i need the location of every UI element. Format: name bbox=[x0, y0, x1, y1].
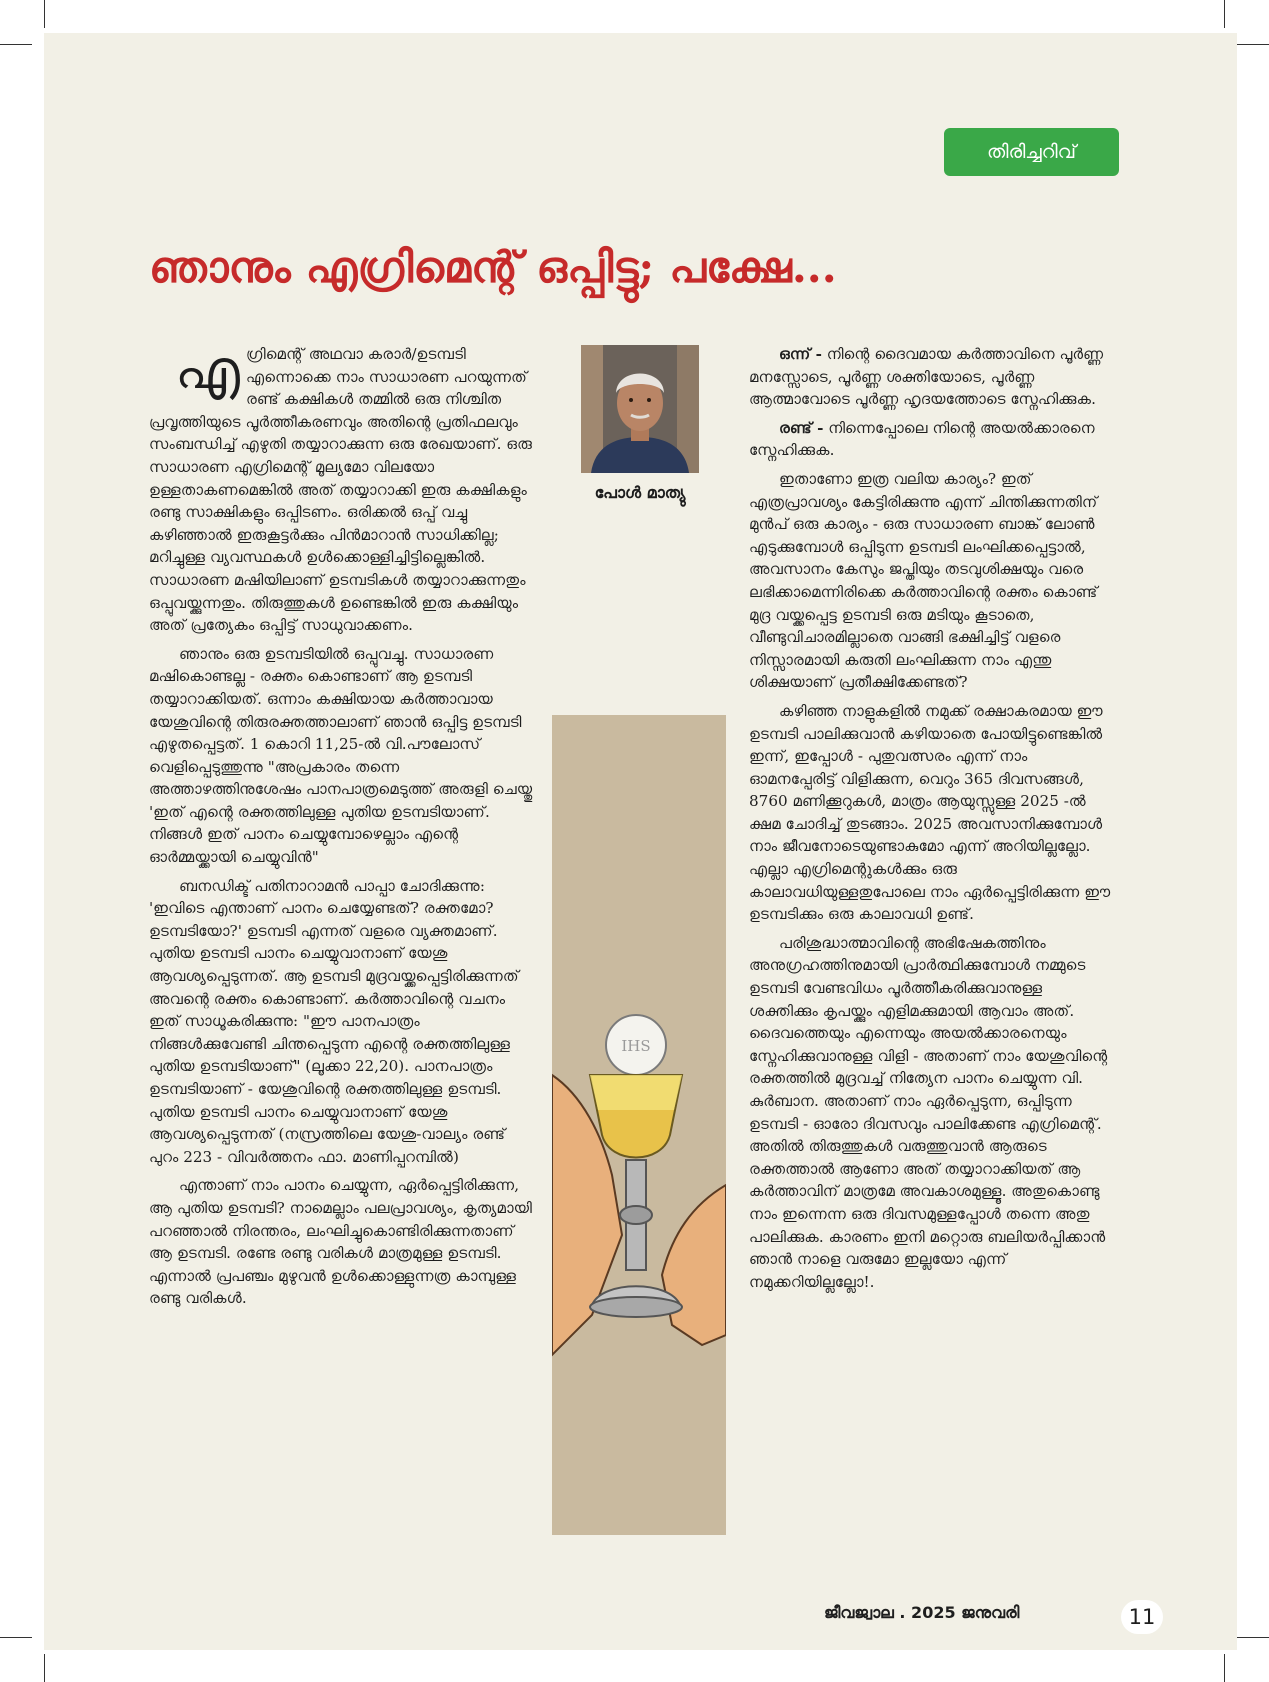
crop-mark bbox=[44, 0, 45, 28]
crop-mark bbox=[1224, 1654, 1225, 1682]
crop-mark bbox=[1224, 0, 1225, 28]
paragraph: ബനഡിക്ട് പതിനാറാമന്‍ പാപ്പാ ചോദിക്കുന്നു: 'ഇവിടെ എന്താണ് പാനം ചെയ്യേണ്ടത്? രക്തമോ? ഉടമ്പടിയോ?' ഉടമ്പടി എന്നത് വളരെ വ്യക്തമാണ്. പുതിയ ഉടമ്പടി പാനം ചെയ്യുവാനാണ് യേശു ആവശ്യപ്പെടുന്നത്. ആ ഉടമ്പടി മുദ്രവയ്ക്കപ്പെട്ടിരിക്കുന്നത് അവന്റെ രക്തം കൊണ്ടാണ്. കര്‍ത്താവിന്റെ വചനം ഇത് സാധൂകരിക്കുന്നു: "ഈ പാനപാത്രം നിങ്ങള്‍ക്കുവേണ്ടി ചിന്തപ്പെടുന്ന എന്റെ രക്തത്തിലുള്ള പുതിയ ഉടമ്പടിയാണ്" (ലൂക്കാ 22,20). പാനപാത്രം ഉടമ്പടിയാണ് - യേശുവിന്റെ രക്തത്തിലുള്ള ഉടമ്പടി. പുതിയ ഉടമ്പടി പാനം ചെയ്യുവാനാണ് യേശു ആവശ്യപ്പെടുന്നത് (നസ്രത്തിലെ യേശു-വാല്യം രണ്ട് പുറം 223 - വിവര്‍ത്തനം ഫാ. മാണിപ്പറമ്പില്‍) bbox=[149, 876, 519, 1166]
paragraph: പരിശുദ്ധാത്മാവിന്റെ അഭിഷേകത്തിനും അനുഗ്രഹത്തിനുമായി പ്രാര്‍ത്ഥിക്കുമ്പോള്‍ നമ്മുടെ ഉടമ്പടി വേണ്ടവിധം പൂര്‍ത്തീകരിക്കുവാനുള്ള ശക്തിക്കും കൃപയ്ക്കും എളിമക്കുമായി ആവാം അത്. ദൈവത്തെയും എന്നെയും അയല്‍ക്കാരനെയും സ്നേഹിക്കുവാനുള്ള വിളി - അതാണ് നാം യേശുവിന്റെ രക്തത്തില്‍ മുദ്രവച്ച് നിത്യേന പാനം ചെയ്യുന്ന വി. കുര്‍ബാന. അതാണ് നാം ഏര്‍പ്പെടുന്ന, ഒപ്പിടുന്ന ഉടമ്പടി - ഓരോ ദിവസവും പാലിക്കേണ്ട എഗ്രിമെന്റ്. അതില്‍ തിരുത്തുകള്‍ വരുത്തുവാന്‍ ആരുടെ രക്തത്താല്‍ ആണോ അത് തയ്യാറാക്കിയത് ആ കര്‍ത്താവിന് മാത്രമേ അവകാശമുള്ളൂ. അതുകൊണ്ടു നാം ഇന്നെന്ന ഒരു ദിവസമുള്ളപ്പോള്‍ തന്നെ അതു പാലിക്കുക. കാരണം ഇനി മറ്റൊരു ബലിയര്‍പ്പിക്കാന്‍ ഞാന്‍ നാളെ വരുമോ ഇല്ലയോ എന്ന് നമുക്കറിയില്ലല്ലോ!. bbox=[749, 933, 1108, 1291]
crop-mark bbox=[0, 44, 32, 45]
paragraph: ഇതാണോ ഇത്ര വലിയ കാര്യം? ഇത് എത്രപ്രാവശ്യം കേട്ടിരിക്കുന്നു എന്ന് ചിന്തിക്കുന്നതിന് മുന്‍പ് ഒരു കാര്യം - ഒരു സാധാരണ ബാങ്ക് ലോണ്‍ എടുക്കുമ്പോള്‍ ഒപ്പിടുന്ന ഉടമ്പടി ലംഘിക്കപ്പെട്ടാല്‍, അവസാനം കേസും ജപ്തിയും തടവുശിക്ഷയും വരെ ലഭിക്കാമെന്നിരിക്കെ കര്‍ത്താവിന്റെ രക്തം കൊണ്ട് മുദ്ര വയ്ക്കപ്പെട്ട ഉടമ്പടി ഒരു മടിയും കൂടാതെ, വീണ്ടുവിചാരമില്ലാതെ വാങ്ങി ഭക്ഷിച്ചിട്ട് വളരെ നിസ്സാരമായി കരുതി ലംഘിക്കുന്ന നാം എന്തു ശിക്ഷയാണ് പ്രതീക്ഷിക്കേണ്ടത്? bbox=[749, 469, 1098, 692]
point-text: നിന്നെപ്പോലെ നിന്റെ അയല്‍ക്കാരനെ സ്നേഹിക്കുക. bbox=[749, 418, 1095, 460]
crop-mark bbox=[44, 1654, 45, 1682]
point-label: രണ്ട് - bbox=[779, 418, 824, 437]
host-inscription: IHS bbox=[621, 1037, 651, 1055]
section-tag: തിരിച്ചറിവ് bbox=[944, 128, 1119, 176]
paragraph: ഗ്രിമെന്റ് അഥവാ കരാര്‍/ഉടമ്പടി എന്നൊക്കെ നാം സാധാരണ പറയുന്നത് രണ്ട് കക്ഷികള്‍ തമ്മില്‍ ഒരു നിശ്ചിത പ്രവൃത്തിയുടെ പൂര്‍ത്തീകരണവും അതിന്റെ പ്രതിഫലവും സംബന്ധിച്ച് എഴുതി തയ്യാറാക്കുന്ന ഒരു രേഖയാണ്. ഒരു സാധാരണ എഗ്രിമെന്റ് മൂല്യമോ വിലയോ ഉള്ളതാകണമെങ്കില്‍ അത് തയ്യാറാക്കി ഇരു കക്ഷികളും രണ്ടു സാക്ഷികളും ഒപ്പിടണം. ഒരിക്കല്‍ ഒപ്പ് വച്ചു കഴിഞ്ഞാല്‍ ഇരുകൂട്ടര്‍ക്കും പിന്‍മാറാന്‍ സാധിക്കില്ല; മറിച്ചുള്ള വ്യവസ്ഥകള്‍ ഉള്‍ക്കൊള്ളിച്ചിട്ടില്ലെങ്കില്‍. സാധാരണ മഷിയിലാണ് ഉടമ്പടികള്‍ തയ്യാറാക്കുന്നതും ഒപ്പുവയ്ക്കുന്നതും. തിരുത്തുകള്‍ ഉണ്ടെങ്കില്‍ ഇരു കക്ഷിയും അത് പ്രത്യേകം ഒപ്പിട്ട് സാധുവാക്കണം. bbox=[149, 345, 533, 635]
point-label: ഒന്ന് - bbox=[779, 345, 822, 363]
crop-mark bbox=[1237, 44, 1269, 45]
point-text: നിന്റെ ദൈവമായ കര്‍ത്താവിനെ പൂര്‍ണ്ണ മനസ്സോടെ, പൂര്‍ണ്ണ ശക്തിയോടെ, പൂര്‍ണ്ണ ആത്മാവോടെ പൂര്‍ണ്ണ ഹൃദയത്തോടെ സ്നേഹിക്കുക. bbox=[749, 345, 1104, 409]
article-headline: ഞാനും എഗ്രിമെന്റ് ഒപ്പിട്ടു; പക്ഷേ... bbox=[149, 243, 837, 293]
paragraph-point-one bbox=[749, 343, 1114, 411]
author-photo bbox=[581, 345, 699, 473]
article-column-left bbox=[149, 343, 534, 1573]
drop-cap: എ bbox=[175, 343, 240, 401]
footer-magazine-issue: ജീവജ്വാല . 2025 ജനുവരി bbox=[824, 1603, 1020, 1622]
crop-mark bbox=[0, 1637, 32, 1638]
magazine-page bbox=[44, 33, 1237, 1650]
chalice-illustration bbox=[552, 715, 726, 1535]
crop-mark bbox=[1237, 1637, 1269, 1638]
paragraph: ഞാനും ഒരു ഉടമ്പടിയില്‍ ഒപ്പുവച്ചു. സാധാരണ മഷികൊണ്ടല്ല - രക്തം കൊണ്ടാണ് ആ ഉടമ്പടി തയ്യാറാക്കിയത്. ഒന്നാം കക്ഷിയായ കര്‍ത്താവായ യേശുവിന്റെ തിരുരക്തത്താലാണ് ഞാന്‍ ഒപ്പിട്ട ഉടമ്പടി എഴുതപ്പെട്ടത്. 1 കൊറി 11,25-ല്‍ വി.പൗലോസ് വെളിപ്പെടുത്തുന്നു "അപ്രകാരം തന്നെ അത്താഴത്തിനുശേഷം പാനപാത്രമെടുത്ത് അരുളി ചെയ്തു 'ഇത് എന്റെ രക്തത്തിലുള്ള പുതിയ ഉടമ്പടിയാണ്. നിങ്ങള്‍ ഇത് പാനം ചെയ്യുമ്പോഴെല്ലാം എന്റെ ഓര്‍മ്മയ്ക്കായി ചെയ്യുവിന്‍" bbox=[149, 644, 533, 867]
author-name: പോള്‍ മാത്യു bbox=[594, 483, 686, 502]
paragraph: കഴിഞ്ഞ നാളുകളില്‍ നമുക്ക് രക്ഷാകരമായ ഈ ഉടമ്പടി പാലിക്കുവാന്‍ കഴിയാതെ പോയിട്ടുണ്ടെങ്കില്‍ ഇന്ന്, ഇപ്പോള്‍ - പുതുവത്സരം എന്ന് നാം ഓമനപ്പേരിട്ട് വിളിക്കുന്ന, വെറും 365 ദിവസങ്ങള്‍, 8760 മണിക്കൂറുകള്‍, മാത്രം ആയുസ്സുള്ള 2025 -ല്‍ ക്ഷമ ചോദിച്ച് തുടങ്ങാം. 2025 അവസാനിക്കുമ്പോള്‍ നാം ജീവനോടെയുണ്ടാകുമോ എന്ന് അറിയില്ലല്ലോ. എല്ലാ എഗ്രിമെന്റുകള്‍ക്കും ഒരു കാലാവധിയുള്ളതുപോലെ നാം ഏര്‍പ്പെട്ടിരിക്കുന്ന ഈ ഉടമ്പടിക്കും ഒരു കാലാവധി ഉണ്ട്. bbox=[749, 701, 1111, 924]
paragraph: എന്താണ് നാം പാനം ചെയ്യുന്ന, ഏര്‍പ്പെട്ടിരിക്കുന്ന, ആ പുതിയ ഉടമ്പടി? നാമെല്ലാം പലപ്രാവശ്യം, കൃത്യമായി പറഞ്ഞാല്‍ നിരന്തരം, ലംഘിച്ചുകൊണ്ടിരിക്കുന്നതാണ് ആ ഉടമ്പടി. രണ്ടേ രണ്ടു വരികള്‍ മാത്രമുള്ള ഉടമ്പടി. എന്നാല്‍ പ്രപഞ്ചം മുഴുവന്‍ ഉള്‍ക്കൊള്ളുന്നത്ര കാമ്പുള്ള രണ്ടു വരികള്‍. bbox=[149, 1176, 532, 1308]
paragraph-point-two bbox=[749, 417, 1114, 462]
article-column-right bbox=[749, 343, 1114, 1573]
page-number: 11 bbox=[1121, 1600, 1163, 1634]
